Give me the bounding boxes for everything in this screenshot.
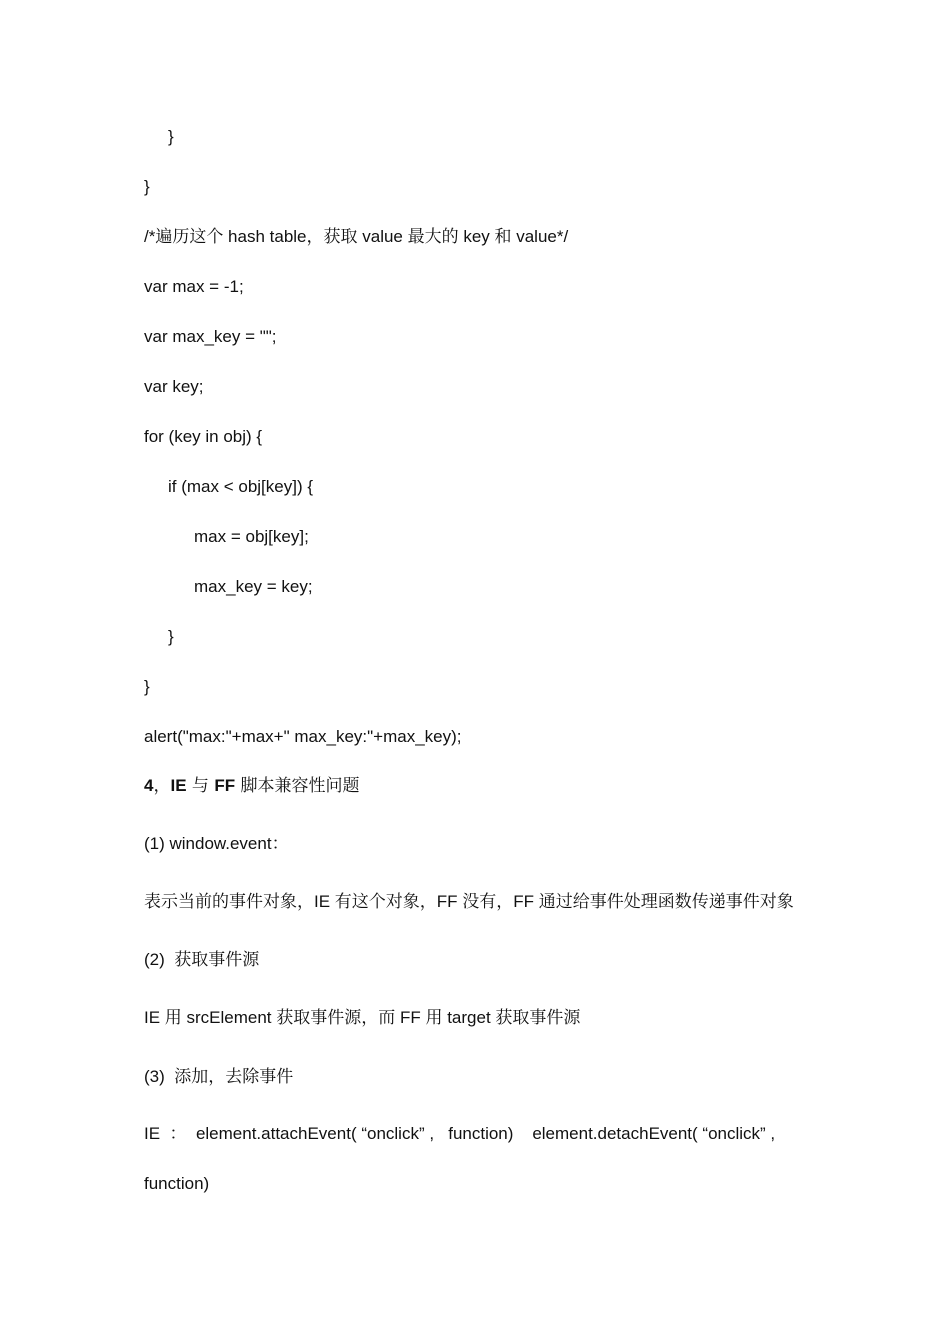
- section-title-rest: 脚本兼容性问题: [235, 776, 360, 796]
- code-line-close-if: }: [168, 627, 174, 646]
- paragraph-window-event: (1) window.event：: [144, 834, 289, 853]
- section-ff: FF: [214, 776, 236, 795]
- paragraph-get-event-source: (2) 获取事件源: [144, 950, 260, 969]
- section-with: 与: [186, 776, 215, 796]
- code-line-close-brace-outer: }: [144, 177, 150, 196]
- code-line-var-key: var key;: [144, 377, 204, 396]
- code-line-var-max-key: var max_key = "";: [144, 327, 277, 346]
- section-number: 4: [144, 776, 154, 795]
- paragraph-src-element-desc: IE 用 srcElement 获取事件源，而 FF 用 target 获取事件源: [144, 1008, 581, 1027]
- section-heading: [144, 775, 360, 797]
- paragraph-event-object-desc: 表示当前的事件对象，IE 有这个对象，FF 没有，FF 通过给事件处理函数传递事件对象: [144, 892, 794, 911]
- section-separator: ，: [153, 776, 171, 796]
- code-line-alert: alert("max:"+max+" max_key:"+max_key);: [144, 727, 462, 746]
- paragraph-add-remove-events: (3) 添加，去除事件: [144, 1067, 294, 1086]
- paragraph-function-cont: function): [144, 1174, 210, 1193]
- code-line-assign-max-key: max_key = key;: [194, 577, 313, 596]
- section-ie: IE: [170, 776, 187, 795]
- code-line-close-for: }: [144, 677, 150, 696]
- code-line-if: if (max < obj[key]) {: [168, 477, 314, 496]
- code-comment-line: /*遍历这个 hash table，获取 value 最大的 key 和 value*/: [144, 227, 569, 246]
- code-line-var-max: var max = -1;: [144, 277, 244, 296]
- code-line-close-brace-inner: }: [168, 127, 174, 146]
- code-line-assign-max: max = obj[key];: [194, 527, 309, 546]
- code-line-for-loop: for (key in obj) {: [144, 427, 263, 446]
- paragraph-ie-attach-detach: IE ： element.attachEvent( “onclick” , function) element.detachEvent( “onclick” ,: [144, 1124, 776, 1143]
